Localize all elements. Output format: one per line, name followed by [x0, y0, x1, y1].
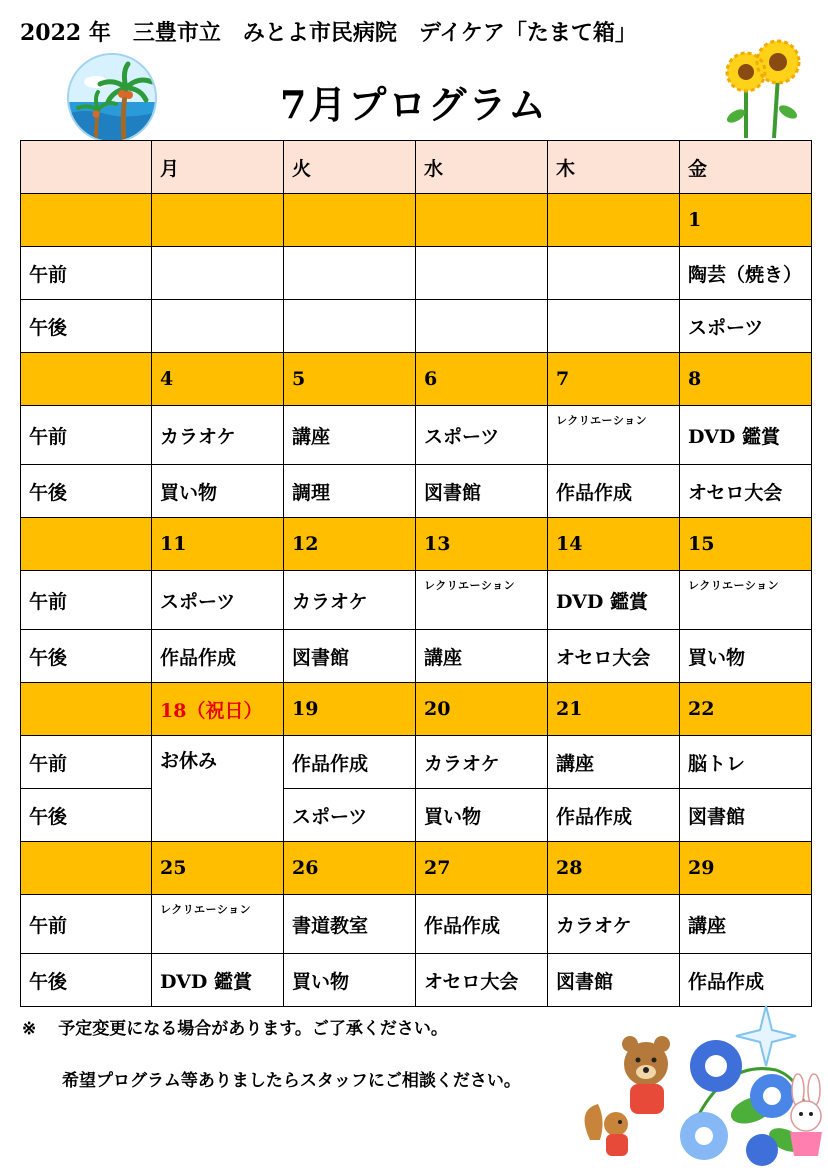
date-label-cell	[21, 353, 152, 406]
date-cell: 28	[548, 842, 680, 895]
activity-cell: 作品作成	[416, 895, 548, 954]
activity-cell: 図書館	[680, 789, 812, 842]
corner-cell	[21, 141, 152, 194]
date-row	[21, 353, 812, 406]
activity-cell	[548, 300, 680, 353]
date-cell	[284, 194, 416, 247]
date-cell: 26	[284, 842, 416, 895]
date-cell: 25	[152, 842, 284, 895]
activity-cell: 講座	[548, 736, 680, 789]
activity-cell: 講座	[284, 406, 416, 465]
day-header-tue: 火	[284, 141, 416, 194]
date-label-cell	[21, 518, 152, 571]
am-label: 午前	[21, 736, 152, 789]
animals-morning-glory-icon	[576, 1000, 828, 1174]
activity-cell: 作品作成	[152, 630, 284, 683]
pm-label: 午後	[21, 300, 152, 353]
pm-row	[21, 300, 812, 353]
date-cell	[548, 194, 680, 247]
activity-cell: カラオケ	[416, 736, 548, 789]
date-cell: 5	[284, 353, 416, 406]
activity-cell: DVD 鑑賞	[548, 571, 680, 630]
activity-cell	[284, 300, 416, 353]
day-header-fri: 金	[680, 141, 812, 194]
activity-cell: 買い物	[152, 465, 284, 518]
date-row	[21, 518, 812, 571]
pm-label: 午後	[21, 954, 152, 1007]
am-row	[21, 895, 812, 954]
am-label: 午前	[21, 895, 152, 954]
activity-cell: スポーツ	[152, 571, 284, 630]
am-row	[21, 571, 812, 630]
activity-cell	[152, 247, 284, 300]
activity-cell: 講座	[680, 895, 812, 954]
activity-cell: カラオケ	[284, 571, 416, 630]
activity-cell	[548, 247, 680, 300]
activity-cell	[416, 300, 548, 353]
day-header-wed: 水	[416, 141, 548, 194]
date-cell: 13	[416, 518, 548, 571]
am-label: 午前	[21, 247, 152, 300]
activity-cell: レクリエーション	[548, 406, 680, 465]
date-row	[21, 194, 812, 247]
activity-cell: 買い物	[284, 954, 416, 1007]
activity-cell	[416, 247, 548, 300]
date-row	[21, 842, 812, 895]
activity-cell: 書道教室	[284, 895, 416, 954]
activity-cell: お休み	[152, 736, 284, 842]
date-cell: 21	[548, 683, 680, 736]
date-cell: 18（祝日）	[152, 683, 284, 736]
date-cell: 12	[284, 518, 416, 571]
activity-cell: 脳トレ	[680, 736, 812, 789]
note-request: 希望プログラム等ありましたらスタッフにご相談ください。	[62, 1071, 521, 1091]
date-cell: 19	[284, 683, 416, 736]
date-cell	[152, 194, 284, 247]
pm-label: 午後	[21, 630, 152, 683]
date-label-cell	[21, 683, 152, 736]
activity-cell: カラオケ	[152, 406, 284, 465]
activity-cell: 買い物	[680, 630, 812, 683]
weekday-header-row	[21, 141, 812, 194]
note-mark: ※	[22, 1019, 37, 1039]
activity-cell: 図書館	[284, 630, 416, 683]
date-row	[21, 683, 812, 736]
activity-cell	[152, 300, 284, 353]
pm-label: 午後	[21, 465, 152, 518]
activity-cell: 図書館	[548, 954, 680, 1007]
pm-label: 午後	[21, 789, 152, 842]
date-cell: 8	[680, 353, 812, 406]
pm-row	[21, 630, 812, 683]
activity-cell: スポーツ	[416, 406, 548, 465]
activity-cell: カラオケ	[548, 895, 680, 954]
date-cell: 6	[416, 353, 548, 406]
activity-cell: レクリエーション	[416, 571, 548, 630]
note-schedule-change	[22, 1014, 448, 1039]
day-header-mon: 月	[152, 141, 284, 194]
date-cell: 27	[416, 842, 548, 895]
activity-cell: 調理	[284, 465, 416, 518]
am-label: 午前	[21, 571, 152, 630]
pm-row	[21, 954, 812, 1007]
page-title: 7月プログラム	[279, 82, 549, 127]
activity-cell: オセロ大会	[416, 954, 548, 1007]
activity-cell: 講座	[416, 630, 548, 683]
activity-cell: オセロ大会	[548, 630, 680, 683]
date-cell: 11	[152, 518, 284, 571]
activity-cell: レクリエーション	[152, 895, 284, 954]
date-cell: 4	[152, 353, 284, 406]
note-line-1: 予定変更になる場合があります。ご了承ください。	[58, 1019, 448, 1039]
activity-cell: 陶芸（焼き）	[680, 247, 812, 300]
activity-cell: 作品作成	[284, 736, 416, 789]
date-cell: 20	[416, 683, 548, 736]
activity-cell: オセロ大会	[680, 465, 812, 518]
activity-cell: レクリエーション	[680, 571, 812, 630]
date-cell: 29	[680, 842, 812, 895]
date-cell: 1	[680, 194, 812, 247]
am-row	[21, 736, 812, 789]
am-label: 午前	[21, 406, 152, 465]
date-cell: 7	[548, 353, 680, 406]
date-label-cell	[21, 194, 152, 247]
activity-cell: 作品作成	[548, 465, 680, 518]
activity-cell: スポーツ	[680, 300, 812, 353]
date-label-cell	[21, 842, 152, 895]
activity-cell: 図書館	[416, 465, 548, 518]
activity-cell	[284, 247, 416, 300]
date-cell: 14	[548, 518, 680, 571]
activity-cell: スポーツ	[284, 789, 416, 842]
schedule-table	[20, 140, 812, 1007]
pm-row	[21, 465, 812, 518]
pm-row	[21, 789, 812, 842]
am-row	[21, 406, 812, 465]
sunflower-icon	[716, 36, 812, 140]
am-row	[21, 247, 812, 300]
date-cell: 15	[680, 518, 812, 571]
activity-cell: 作品作成	[680, 954, 812, 1007]
activity-cell: DVD 鑑賞	[680, 406, 812, 465]
hospital-header: 2022 年 三豊市立 みとよ市民病院 デイケア「たまて箱」	[20, 20, 637, 46]
day-header-thu: 木	[548, 141, 680, 194]
activity-cell: 買い物	[416, 789, 548, 842]
activity-cell: 作品作成	[548, 789, 680, 842]
date-cell	[416, 194, 548, 247]
activity-cell: DVD 鑑賞	[152, 954, 284, 1007]
date-cell: 22	[680, 683, 812, 736]
